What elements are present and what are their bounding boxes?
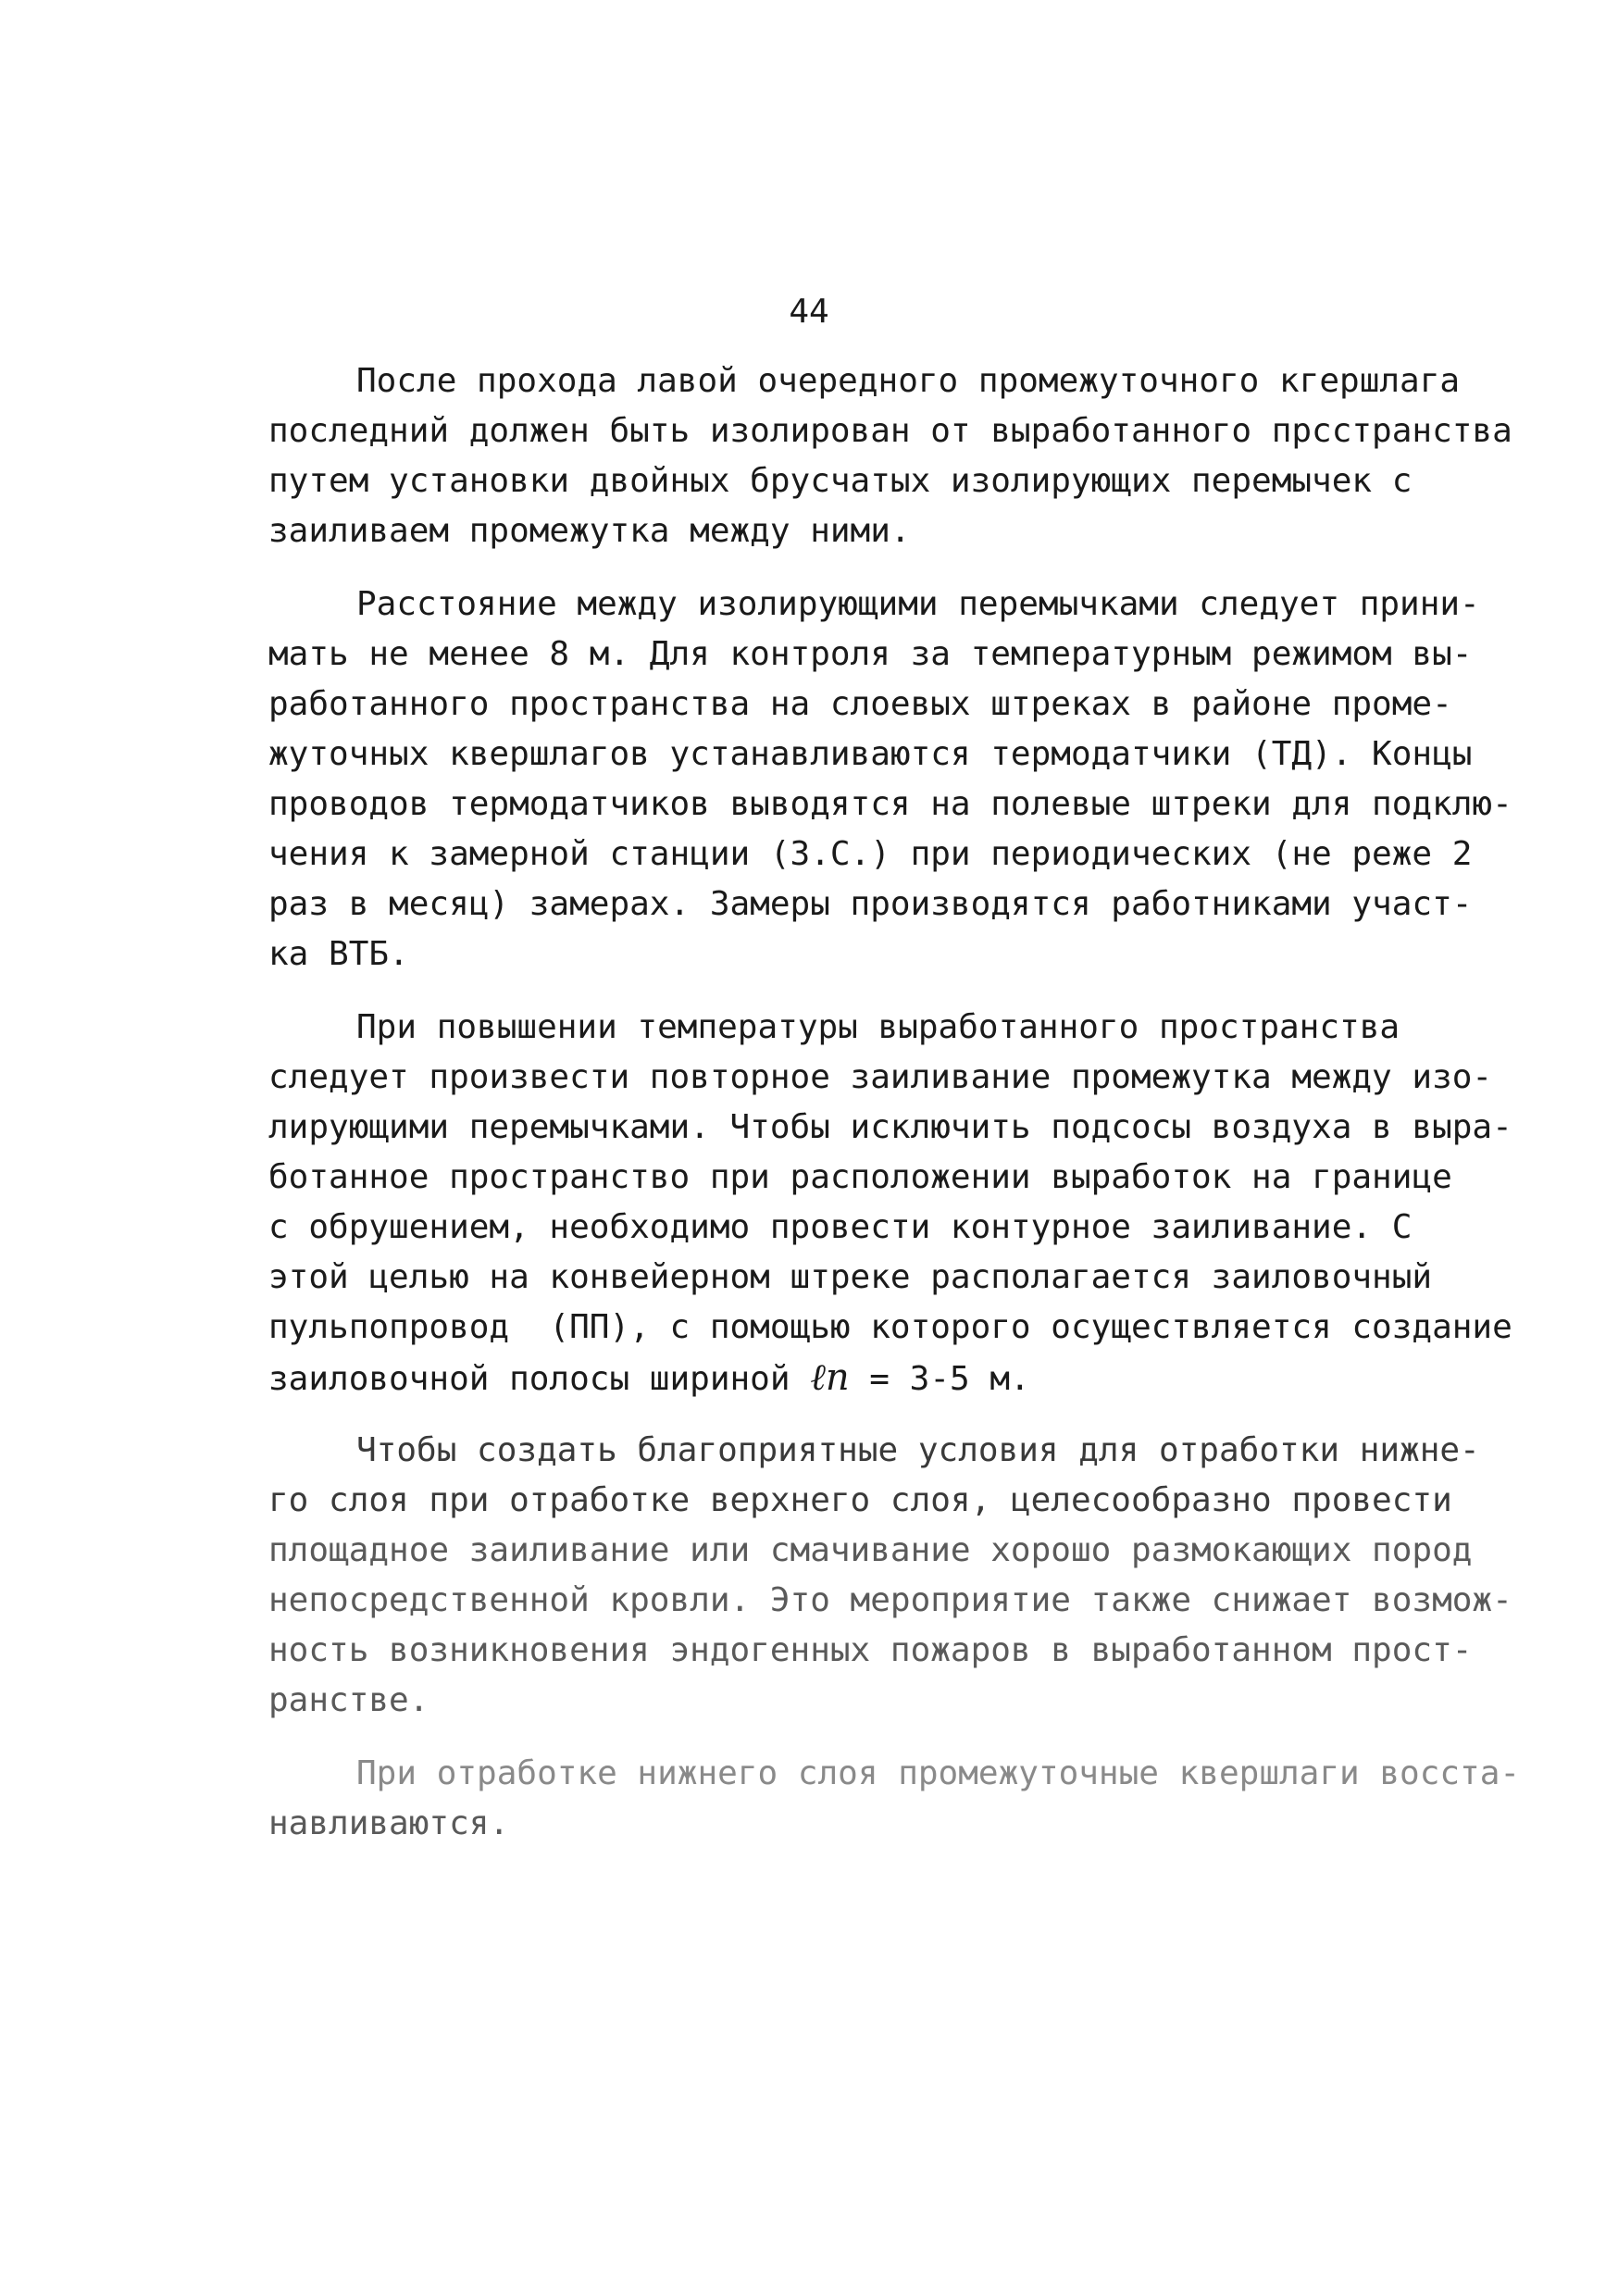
formula-suffix: = 3-5 м. (849, 1360, 1030, 1398)
formula-prefix: заиловочной полосы шириной (268, 1360, 811, 1398)
paragraph-1 (268, 356, 1512, 556)
text-line: чения к замерной станции (З.С.) при периодических (не реже 2 (268, 835, 1473, 873)
text-line: следует произвести повторное заиливание промежутка между изо- (268, 1058, 1493, 1096)
text-line: ранстве. (268, 1681, 429, 1719)
text-line: навливаются. (268, 1804, 510, 1842)
text-line: раз в месяц) замерах. Замеры производятся работниками участ- (268, 885, 1473, 923)
text-line: После прохода лавой очередного промежуточного кгершлага (356, 362, 1461, 400)
text-line: с обрушением, необходимо провести контурное заиливание. С (268, 1208, 1413, 1246)
text-line: пульпопровод (ПП), с помощью которого осуществляется создание (268, 1308, 1512, 1346)
text-line: непосредственной кровли. Это мероприятие также снижает возмож- (268, 1581, 1512, 1619)
paragraph-5 (268, 1749, 1521, 1849)
text-line: го слоя при отработке верхнего слоя, целесообразно провести (268, 1481, 1452, 1519)
text-line: площадное заиливание или смачивание хорошо размокающих пород (268, 1531, 1473, 1569)
body-text (268, 356, 1521, 1872)
paragraph-3 (268, 1003, 1512, 1403)
text-line: путем установки двойных брусчатых изолирующих перемычек с (268, 462, 1413, 500)
text-line: Чтобы создать благоприятные условия для отработки нижне- (356, 1431, 1480, 1469)
text-line: ность возникновения эндогенных пожаров в выработанном прост- (268, 1631, 1473, 1669)
text-line: мать не менее 8 м. Для контроля за температурным режимом вы- (268, 635, 1473, 673)
text-line: При повышении температуры выработанного пространства (356, 1008, 1400, 1046)
text-line: При отработке нижнего слоя промежуточные квершлаги восста- (356, 1754, 1521, 1792)
text-line: проводов термодатчиков выводятся на полевые штреки для подклю- (268, 785, 1512, 823)
text-line: последний должен быть изолирован от выработанного прсстранства (268, 412, 1512, 450)
paragraph-4 (268, 1426, 1512, 1726)
formula-variable: ℓп (810, 1356, 850, 1399)
text-line: ботанное пространство при расположении выработок на границе (268, 1158, 1452, 1196)
text-line: ка ВТБ. (268, 935, 409, 973)
page-number: 44 (789, 293, 829, 331)
text-line: жуточных квершлагов устанавливаются термодатчики (ТД). Концы (268, 735, 1473, 773)
text-line: этой целью на конвейерном штреке располагается заиловочный (268, 1258, 1433, 1296)
text-line: лирующими перемычками. Чтобы исключить подсосы воздуха в выра- (268, 1108, 1512, 1146)
paragraph-2 (268, 580, 1512, 980)
formula-line (268, 1353, 1416, 1403)
text-line: работанного пространства на слоевых штреках в районе проме- (268, 685, 1452, 723)
text-line: Расстояние между изолирующими перемычками следует прини- (356, 585, 1480, 623)
text-line: заиливаем промежутка между ними. (268, 512, 911, 550)
